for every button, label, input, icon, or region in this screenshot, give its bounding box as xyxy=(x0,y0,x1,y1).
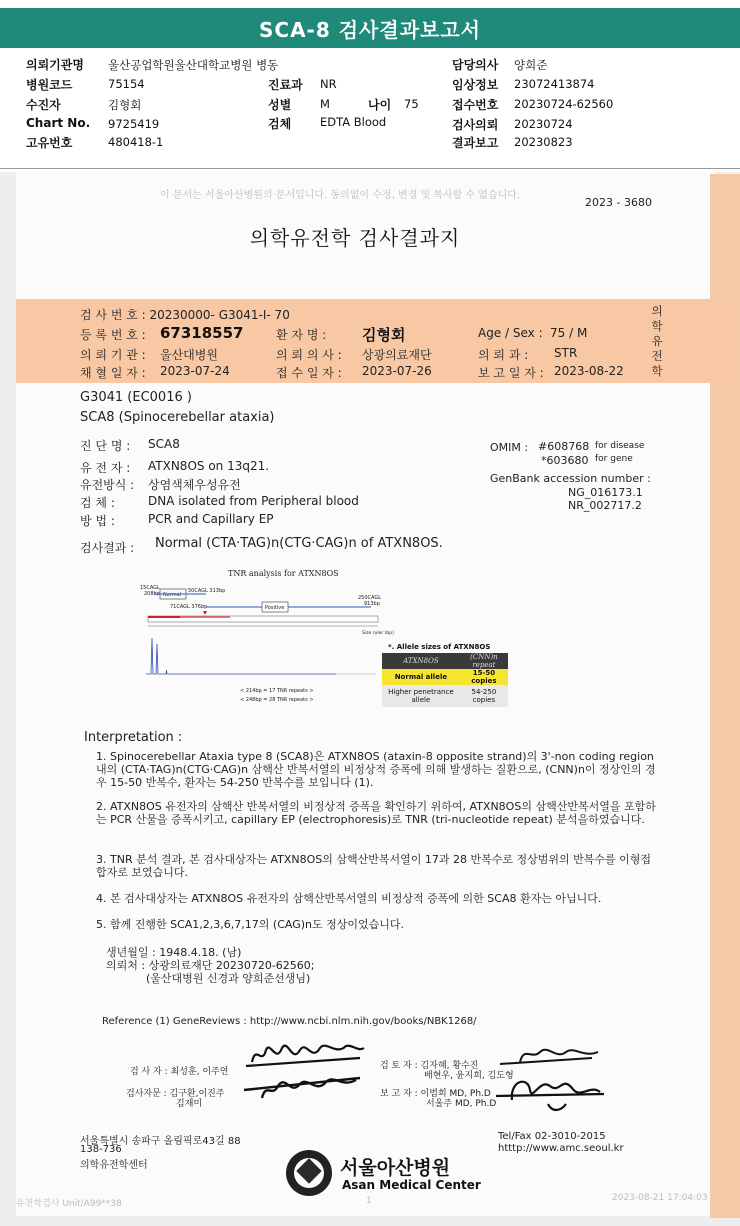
clinical-label: 임상정보 xyxy=(452,78,499,92)
allele-head-repeat: (CNN)n repeat xyxy=(460,653,508,669)
specimen-label: 검체 xyxy=(268,117,292,131)
chart-label: Chart No. xyxy=(26,116,91,130)
doctor-label: 담당의사 xyxy=(452,58,499,72)
recv-date: 2023-07-26 xyxy=(362,364,432,378)
website: htttp://www.amc.seoul.kr xyxy=(498,1143,624,1154)
document-number: 2023 - 3680 xyxy=(585,196,652,209)
report-title: SCA-8 검사결과보고서 xyxy=(0,8,740,48)
label-positive: Positive xyxy=(265,605,285,611)
address-line-3: 의학유전학센터 xyxy=(80,1160,148,1171)
requester: 의뢰처 : 상광의료재단 20230720-62560; xyxy=(106,959,315,972)
logo-english: Asan Medical Center xyxy=(342,1178,481,1192)
hospital-code-value: 75154 xyxy=(108,77,145,91)
request-label: 검사의뢰 xyxy=(452,118,499,132)
tester-signature xyxy=(246,1046,364,1066)
figure-title: TNR analysis for ATXN8OS xyxy=(228,569,339,578)
vertical-dept-label: 의 학 유 전 학 xyxy=(651,304,663,378)
req-dept-label: 의 뢰 과 : xyxy=(478,348,529,362)
gene-label: 유 전 자 : xyxy=(80,461,131,475)
genbank-2: NR_002717.2 xyxy=(568,499,642,512)
label-15cagl: 15CAGL xyxy=(140,585,160,591)
tester: 검 사 자 : 최성훈, 이주연 xyxy=(130,1067,229,1077)
reference: Reference (1) GeneReviews : http://www.ncbi.nlm.nih.gov/books/NBK1268/ xyxy=(102,1016,477,1027)
unique-value: 480418-1 xyxy=(108,135,164,149)
receipt-value: 20230724-62560 xyxy=(514,97,614,111)
interpretation-item: 2. ATXN8OS 유전자의 삼핵산 반복서열의 비정상적 증폭을 확인하기 위하여, ATXN8OS의 삼핵산반복서열을 포함하는 PCR 산물을 증폭시키고, capillary EP (electrophoresis)로 TNR (tri-nucleotide repeat) 분석을하였습니다. xyxy=(96,800,656,826)
tel-fax: Tel/Fax 02-3010-2015 xyxy=(498,1131,606,1142)
chart-value: 9725419 xyxy=(108,117,160,131)
label-208bp: 208bp xyxy=(144,591,160,597)
allele-row-value: 54-250 copies xyxy=(460,685,508,707)
label-50cagl: 50CAGL 313bp xyxy=(188,588,226,594)
birth-date: 생년월일 : 1948.4.18. (남) xyxy=(106,946,242,959)
test-number: 검 사 번 호 : 20230000- G3041-I- 70 xyxy=(80,308,290,322)
address-line-1: 서울특별시 송파구 올림픽로43길 88 xyxy=(80,1136,241,1147)
req-doc-label: 의 뢰 의 사 : xyxy=(276,348,342,362)
inherit-value: 상염색체우성유전 xyxy=(148,478,241,492)
bottom-left-code: 유전학검사 Unit/A99**38 xyxy=(16,1199,122,1209)
result-value: Normal (CTA·TAG)n(CTG·CAG)n of ATXN8OS. xyxy=(155,536,443,551)
patient-label: 수진자 xyxy=(26,98,61,112)
req-doc-value: 상광의료재단 xyxy=(362,348,432,362)
reviewer-2: 배현우, 윤지희, 김도형 xyxy=(424,1071,514,1081)
interpretation-item: 3. TNR 분석 결과, 본 검사대상자는 ATXN8OS의 삼핵산반복서열이 17과 28 반복수로 정상범위의 반복수를 이형접합자로 보였습니다. xyxy=(96,853,651,879)
req-org-value: 울산대병원 xyxy=(160,348,218,362)
hospital-code-label: 병원코드 xyxy=(26,78,73,92)
peak-label-2: < 248bp = 28 TNR repeats > xyxy=(240,697,314,703)
result-label: 검사결과 : xyxy=(80,541,135,555)
report-value: 20230823 xyxy=(514,135,573,149)
label-size-ruler: Size ruler (bp) xyxy=(362,631,394,636)
omim-label: OMIM : xyxy=(490,441,529,454)
dept-value: NR xyxy=(320,77,337,91)
doctor-value: 양희준 xyxy=(514,58,548,72)
recv-label: 접 수 일 자 : xyxy=(276,366,342,380)
age-sex-label: Age / Sex : xyxy=(478,326,543,340)
patient-value: 김형회 xyxy=(108,98,142,112)
label-250cagl: 250CAGL xyxy=(358,595,382,601)
peak-label-1: < 214bp = 17 TNR repeats > xyxy=(240,688,314,694)
specimen-value: EDTA Blood xyxy=(320,115,387,129)
omim-gene: *603680 xyxy=(541,454,589,467)
allele-table-title: *. Allele sizes of ATXN8OS xyxy=(388,643,491,651)
draw-label: 채 혈 일 자 : xyxy=(80,366,146,380)
test-code: G3041 (EC0016 ) xyxy=(80,390,192,405)
sample-label: 검 체 : xyxy=(80,496,115,510)
allele-row-value: 15-50 copies xyxy=(460,669,508,685)
document-title: 의학유전학 검사결과지 xyxy=(249,226,461,250)
omim-gene-note: for gene xyxy=(595,454,633,464)
patient-name: 김형회 xyxy=(362,326,406,344)
draw-date: 2023-07-24 xyxy=(160,364,230,378)
age-label: 나이 xyxy=(368,98,392,112)
copyright-note: 이 문서는 서울아산병원의 문서입니다. 동의없이 수정, 변경 및 복사할 수 없습니다. xyxy=(160,190,521,201)
reg-label: 등 록 번 호 : xyxy=(80,328,146,342)
chief-signature xyxy=(244,1078,360,1098)
label-normal: Normal xyxy=(163,592,182,598)
rep-date: 2023-08-22 xyxy=(554,364,624,378)
genbank-1: NG_016173.1 xyxy=(568,486,643,499)
institution-label: 의뢰기관명 xyxy=(26,58,84,72)
page-number: 1 xyxy=(366,1196,372,1206)
diag-label: 진 단 명 : xyxy=(80,439,131,453)
omim-disease-note: for disease xyxy=(595,441,645,451)
interpretation-item: 1. Spinocerebellar Ataxia type 8 (SCA8)은 ATXN8OS (ataxin-8 opposite strand)의 3'-non coding region 내의 (CTA·TAG)n(CTG·CAG)n 삼핵산 반복서열의 비정상적 증폭에 의해 발생하는 질환으로, (CNN)n이 정상인의 경우 15-50 반복수, 환자는 54-250 반복수를 보입니다 (1). xyxy=(96,750,656,789)
label-71cagl: 71CAGL 376bp xyxy=(170,604,208,610)
logo-korean: 서울아산병원 xyxy=(340,1157,451,1179)
allele-row-label: Higher penetrance allele xyxy=(382,685,460,707)
interpretation-item: 5. 함께 진행한 SCA1,2,3,6,7,17의 (CAG)n도 정상이었습니다. xyxy=(96,918,404,931)
age-value: 75 xyxy=(404,97,419,111)
genbank-label: GenBank accession number : xyxy=(490,472,651,485)
sex-label: 성별 xyxy=(268,98,292,112)
reporter: 보 고 자 : 이범희 MD, Ph.D xyxy=(380,1089,491,1099)
gene-value: ATXN8OS on 13q21. xyxy=(148,459,270,473)
clinical-value: 23072413874 xyxy=(514,77,595,91)
reviewer: 검 토 자 : 김자혜, 황수진 xyxy=(380,1061,479,1071)
age-sex-value: 75 / M xyxy=(550,326,588,340)
interpretation-heading: Interpretation : xyxy=(84,730,183,745)
reporter-2: 서울주 MD, Ph.D xyxy=(426,1099,497,1109)
method-label: 방 법 : xyxy=(80,514,115,528)
diag-value: SCA8 xyxy=(148,437,180,451)
allele-row-label: Normal allele xyxy=(382,669,460,685)
sample-value: DNA isolated from Peripheral blood xyxy=(148,494,359,508)
tester-chief-2: 김재미 xyxy=(176,1099,203,1109)
address-line-2: 138-736 xyxy=(80,1144,122,1155)
reg-number: 67318557 xyxy=(160,324,244,342)
tester-chief: 검사자문 : 김구환,이진주 xyxy=(126,1089,225,1099)
name-label: 환 자 명 : xyxy=(276,328,327,342)
print-timestamp: 2023-08-21 17:04:03 xyxy=(612,1193,708,1203)
allele-head-gene: ATXN8OS xyxy=(382,653,460,669)
req-org-label: 의 뢰 기 관 : xyxy=(80,348,146,362)
report-label: 결과보고 xyxy=(452,136,499,150)
req-dept-value: STR xyxy=(554,346,578,360)
rep-label: 보 고 일 자 : xyxy=(478,366,544,380)
dept-label: 진료과 xyxy=(268,78,303,92)
receipt-label: 접수번호 xyxy=(452,98,499,112)
method-value: PCR and Capillary EP xyxy=(148,512,274,526)
request-value: 20230724 xyxy=(514,117,573,131)
sex-value: M xyxy=(320,97,330,111)
test-name: SCA8 (Spinocerebellar ataxia) xyxy=(80,410,275,425)
interpretation-item: 4. 본 검사대상자는 ATXN8OS 유전자의 삼핵산반복서열의 비정상적 증폭에 의한 SCA8 환자는 아닙니다. xyxy=(96,892,602,905)
omim-disease: #608768 xyxy=(538,440,590,453)
reporter-signature xyxy=(496,1082,604,1110)
institution-value: 울산공업학원울산대학교병원 병동 xyxy=(108,58,279,72)
reviewer-signature xyxy=(500,1050,598,1064)
unique-label: 고유번호 xyxy=(26,136,73,150)
requester-detail: (울산대병원 신경과 양희준선생님) xyxy=(146,972,311,985)
label-913bp: 913bp xyxy=(364,601,380,607)
inherit-label: 유전방식 : xyxy=(80,478,135,492)
